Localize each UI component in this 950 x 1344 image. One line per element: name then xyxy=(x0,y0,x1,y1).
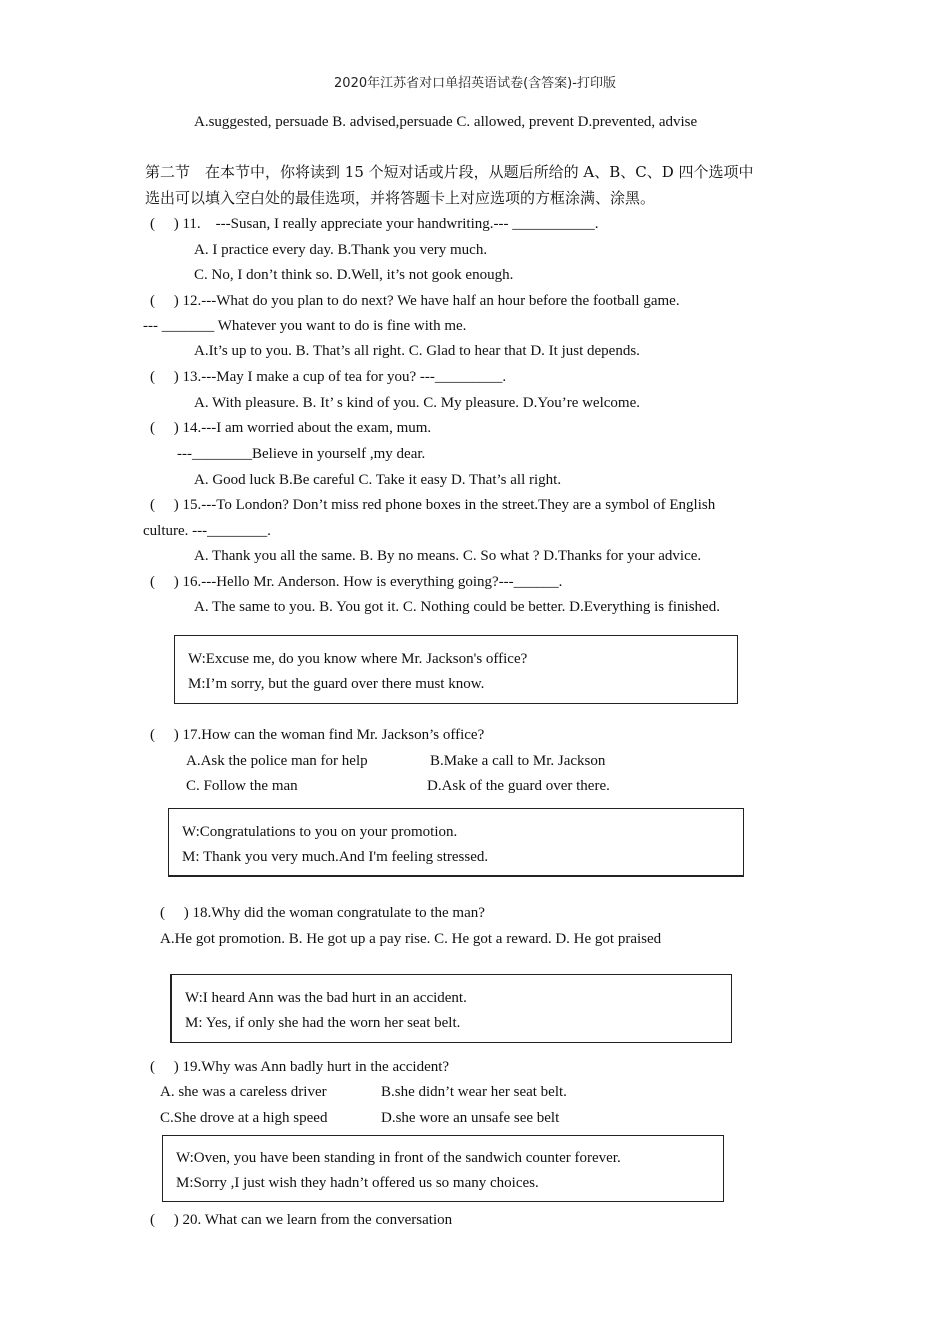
question-20-stem: ( ) 20. What can we learn from the conversation xyxy=(150,1212,453,1228)
question-14-options: A. Good luck B.Be careful C. Take it easy D. That’s all right. xyxy=(194,472,562,488)
question-15-options: A. Thank you all the same. B. By no means. C. So what ? D.Thanks for your advice. xyxy=(194,548,702,564)
dialogue-box-17 xyxy=(174,635,738,704)
question-14-stem-reply: ---________Believe in yourself ,my dear. xyxy=(177,446,426,462)
question-17-option-b: B.Make a call to Mr. Jackson xyxy=(430,753,606,769)
dialogue-box-19 xyxy=(170,974,732,1043)
question-11-options-ab: A. I practice every day. B.Thank you very much. xyxy=(194,242,488,258)
question-15-stem-cont: culture. ---________. xyxy=(143,523,271,539)
dialogue-20-man: M:Sorry ,I just wish they hadn’t offered us so many choices. xyxy=(176,1175,539,1191)
question-15-stem: ( ) 15.---To London? Don’t miss red phone boxes in the street.They are a symbol of English xyxy=(150,497,716,513)
question-13-stem: ( ) 13.---May I make a cup of tea for you? ---_________. xyxy=(150,369,507,385)
question-19-option-a: A. she was a careless driver xyxy=(160,1084,327,1100)
dialogue-17-man: M:I’m sorry, but the guard over there must know. xyxy=(188,676,485,692)
question-11-stem: ( ) 11. ---Susan, I really appreciate your handwriting.--- ___________. xyxy=(150,216,599,232)
question-16-stem: ( ) 16.---Hello Mr. Anderson. How is everything going?---______. xyxy=(150,574,563,590)
dialogue-box-18 xyxy=(168,808,744,877)
question-18-stem: ( ) 18.Why did the woman congratulate to the man? xyxy=(160,905,485,921)
question-19-option-c: C.She drove at a high speed xyxy=(160,1110,328,1126)
previous-question-options: A.suggested, persuade B. advised,persuade C. allowed, prevent D.prevented, advise xyxy=(194,114,698,130)
question-17-stem: ( ) 17.How can the woman find Mr. Jackson’s office? xyxy=(150,727,485,743)
question-14-stem: ( ) 14.---I am worried about the exam, mum. xyxy=(150,420,432,436)
dialogue-17-woman: W:Excuse me, do you know where Mr. Jackson's office? xyxy=(188,651,528,667)
question-17-option-a: A.Ask the police man for help xyxy=(186,753,368,769)
dialogue-19-man: M: Yes, if only she had the worn her seat belt. xyxy=(185,1015,461,1031)
dialogue-box-20 xyxy=(162,1135,724,1202)
page-header: 2020年江苏省对口单招英语试卷(含答案)-打印版 xyxy=(334,76,616,91)
question-19-stem: ( ) 19.Why was Ann badly hurt in the accident? xyxy=(150,1059,450,1075)
question-12-stem: ( ) 12.---What do you plan to do next? We have half an hour before the football game. xyxy=(150,293,680,309)
section-instructions-line1: 第二节 在本节中，你将读到 15 个短对话或片段，从题后所给的 A、B、C、D 四个选项中 xyxy=(145,163,754,181)
dialogue-19-woman: W:I heard Ann was the bad hurt in an accident. xyxy=(185,990,467,1006)
question-17-option-d: D.Ask of the guard over there. xyxy=(427,778,610,794)
question-12-options: A.It’s up to you. B. That’s all right. C. Glad to hear that D. It just depends. xyxy=(194,343,640,359)
question-19-option-d: D.she wore an unsafe see belt xyxy=(381,1110,560,1126)
question-13-options: A. With pleasure. B. It’ s kind of you. C. My pleasure. D.You’re welcome. xyxy=(194,395,640,411)
question-16-options: A. The same to you. B. You got it. C. Nothing could be better. D.Everything is finished. xyxy=(194,599,720,615)
dialogue-18-woman: W:Congratulations to you on your promotion. xyxy=(182,824,458,840)
question-17-option-c: C. Follow the man xyxy=(186,778,298,794)
section-instructions-line2: 选出可以填入空白处的最佳选项，并将答题卡上对应选项的方框涂满、涂黑。 xyxy=(145,189,656,207)
question-18-options: A.He got promotion. B. He got up a pay rise. C. He got a reward. D. He got praised xyxy=(160,931,662,947)
question-11-options-cd: C. No, I don’t think so. D.Well, it’s not gook enough. xyxy=(194,267,514,283)
question-12-stem-reply: --- _______ Whatever you want to do is fine with me. xyxy=(143,318,467,334)
dialogue-18-man: M: Thank you very much.And I'm feeling stressed. xyxy=(182,849,489,865)
dialogue-20-woman: W:Oven, you have been standing in front of the sandwich counter forever. xyxy=(176,1150,621,1166)
question-19-option-b: B.she didn’t wear her seat belt. xyxy=(381,1084,567,1100)
